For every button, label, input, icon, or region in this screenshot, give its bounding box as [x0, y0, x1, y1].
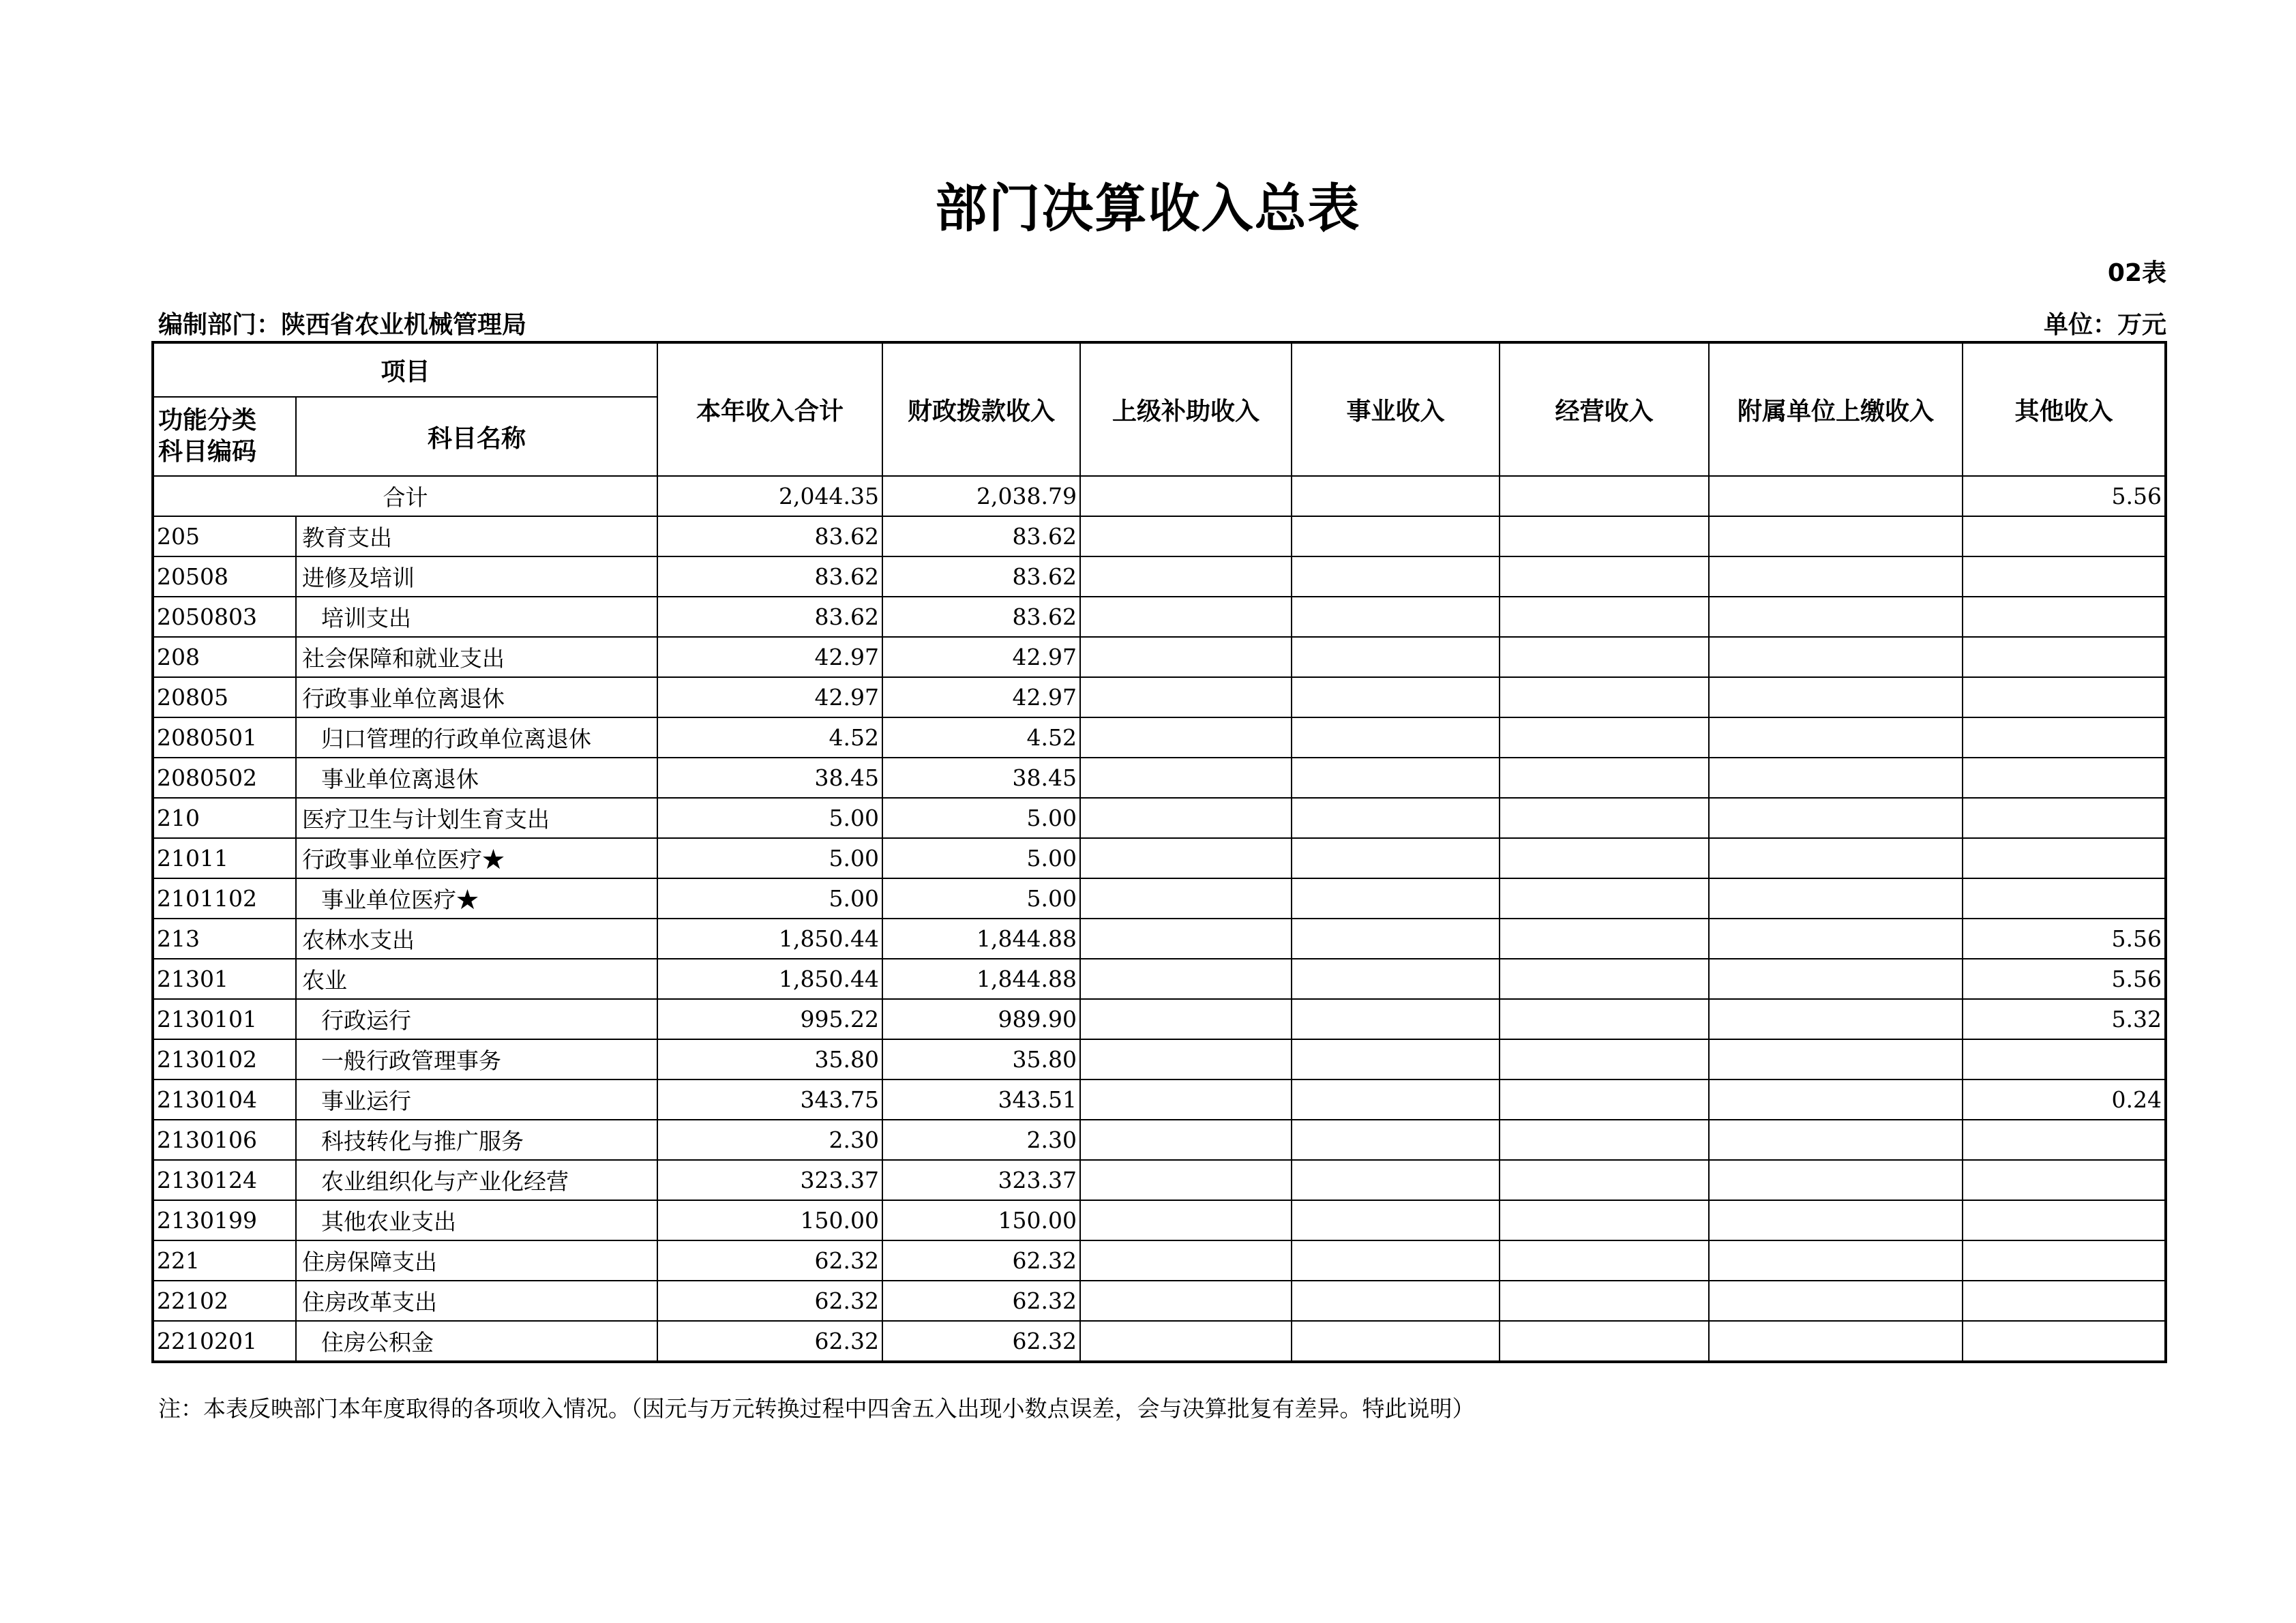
upper-subsidy-cell [1080, 1160, 1292, 1200]
total-income-cell: 2.30 [657, 1120, 882, 1160]
upper-subsidy-cell [1080, 1321, 1292, 1362]
subject-name: 医疗卫生与计划生育支出 [296, 798, 657, 838]
table-row [153, 959, 2166, 999]
header-business-income: 事业收入 [1292, 342, 1500, 476]
other-income-cell [1963, 1120, 2166, 1160]
fiscal-income-cell: 42.97 [882, 637, 1080, 677]
subject-code: 2130106 [153, 1120, 296, 1160]
table-row [153, 677, 2166, 717]
subject-name: 事业运行 [296, 1079, 657, 1120]
total-income-cell: 38.45 [657, 758, 882, 798]
table-row [153, 556, 2166, 597]
affiliated-income-cell [1709, 959, 1963, 999]
table-row [153, 1281, 2166, 1321]
table-row [153, 637, 2166, 677]
table-row [153, 1120, 2166, 1160]
header-fiscal-income: 财政拨款收入 [882, 342, 1080, 476]
upper-subsidy-cell [1080, 878, 1292, 919]
affiliated-income-cell [1709, 1079, 1963, 1120]
table-row [153, 838, 2166, 878]
table-row [153, 1160, 2166, 1200]
total-income-cell: 995.22 [657, 999, 882, 1039]
total-income-cell: 1,850.44 [657, 919, 882, 959]
fiscal-income-cell: 989.90 [882, 999, 1080, 1039]
subject-code: 2130104 [153, 1079, 296, 1120]
other-income-cell [1963, 597, 2166, 637]
affiliated-income-cell [1709, 1240, 1963, 1281]
table-row [153, 758, 2166, 798]
subject-code: 2080501 [153, 717, 296, 758]
affiliated-income-cell [1709, 677, 1963, 717]
affiliated-income-cell [1709, 878, 1963, 919]
subject-code: 2050803 [153, 597, 296, 637]
total-income-cell: 62.32 [657, 1240, 882, 1281]
total-income-cell: 5.00 [657, 838, 882, 878]
other-income-cell [1963, 717, 2166, 758]
upper-subsidy-cell [1080, 1240, 1292, 1281]
affiliated-income-cell [1709, 597, 1963, 637]
subject-code: 21301 [153, 959, 296, 999]
affiliated-income-cell [1709, 1120, 1963, 1160]
fiscal-income-cell: 62.32 [882, 1321, 1080, 1362]
subject-name: 一般行政管理事务 [296, 1039, 657, 1079]
fiscal-income-cell: 323.37 [882, 1160, 1080, 1200]
fiscal-income-cell: 42.97 [882, 677, 1080, 717]
operating-income-cell [1500, 1200, 1709, 1240]
operating-income-cell [1500, 798, 1709, 838]
operating-income-cell [1500, 516, 1709, 556]
subject-name: 住房保障支出 [296, 1240, 657, 1281]
fiscal-income-cell: 62.32 [882, 1240, 1080, 1281]
business-income-cell [1292, 838, 1500, 878]
other-income-cell [1963, 758, 2166, 798]
operating-income-cell [1500, 838, 1709, 878]
operating-income-cell [1500, 758, 1709, 798]
unit-label: 单位：万元 [2043, 311, 2166, 339]
business-income-cell [1292, 597, 1500, 637]
affiliated-income-cell [1709, 838, 1963, 878]
other-income-cell: 5.32 [1963, 999, 2166, 1039]
total-income-cell: 4.52 [657, 717, 882, 758]
other-income-cell [1963, 637, 2166, 677]
footnote: 注：本表反映部门本年度取得的各项收入情况。（因元与万元转换过程中四舍五入出现小数点误差，会与决算批复有差异。特此说明） [158, 1395, 1475, 1422]
upper-subsidy-cell [1080, 516, 1292, 556]
total-income-cell: 42.97 [657, 677, 882, 717]
business-income-cell [1292, 919, 1500, 959]
fiscal-income-cell: 83.62 [882, 516, 1080, 556]
business-income-cell [1292, 798, 1500, 838]
total-income-cell: 42.97 [657, 637, 882, 677]
total-income-cell: 35.80 [657, 1039, 882, 1079]
table-row [153, 999, 2166, 1039]
subject-name: 农业 [296, 959, 657, 999]
upper-subsidy-cell [1080, 1039, 1292, 1079]
business-income-cell [1292, 677, 1500, 717]
business-income-cell [1292, 1281, 1500, 1321]
operating-income-cell [1500, 677, 1709, 717]
header-other-income: 其他收入 [1963, 342, 2166, 476]
operating-income-cell [1500, 1039, 1709, 1079]
subject-name: 科技转化与推广服务 [296, 1120, 657, 1160]
fiscal-income-cell: 1,844.88 [882, 919, 1080, 959]
table-row [153, 1079, 2166, 1120]
affiliated-income-cell [1709, 1200, 1963, 1240]
operating-income-cell [1500, 959, 1709, 999]
total-income-cell: 1,850.44 [657, 959, 882, 999]
other-income-cell [1963, 838, 2166, 878]
upper-subsidy-cell [1080, 1200, 1292, 1240]
fiscal-income-cell: 1,844.88 [882, 959, 1080, 999]
subject-code: 2130199 [153, 1200, 296, 1240]
table-row [153, 919, 2166, 959]
business-income-cell [1292, 1160, 1500, 1200]
other-income-cell [1963, 1200, 2166, 1240]
header-item: 项目 [153, 342, 657, 397]
affiliated-income-cell [1709, 999, 1963, 1039]
operating-income-cell [1500, 1321, 1709, 1362]
subject-name: 行政事业单位离退休 [296, 677, 657, 717]
table-row [153, 1321, 2166, 1362]
table-row [153, 798, 2166, 838]
total-income-cell: 83.62 [657, 597, 882, 637]
table-row [153, 1039, 2166, 1079]
subject-code: 20805 [153, 677, 296, 717]
upper-subsidy-cell [1080, 597, 1292, 637]
total-affiliated-value [1709, 476, 1963, 516]
table-number: 02表 [2107, 259, 2166, 287]
operating-income-cell [1500, 1079, 1709, 1120]
subject-code: 208 [153, 637, 296, 677]
table-row [153, 1200, 2166, 1240]
operating-income-cell [1500, 999, 1709, 1039]
affiliated-income-cell [1709, 1321, 1963, 1362]
operating-income-cell [1500, 556, 1709, 597]
subject-code: 213 [153, 919, 296, 959]
operating-income-cell [1500, 637, 1709, 677]
fiscal-income-cell: 5.00 [882, 798, 1080, 838]
total-other-value: 5.56 [1963, 476, 2166, 516]
upper-subsidy-cell [1080, 1079, 1292, 1120]
fiscal-income-cell: 35.80 [882, 1039, 1080, 1079]
total-income-cell: 62.32 [657, 1281, 882, 1321]
operating-income-cell [1500, 878, 1709, 919]
business-income-cell [1292, 999, 1500, 1039]
business-income-cell [1292, 516, 1500, 556]
total-label: 合计 [153, 476, 657, 516]
affiliated-income-cell [1709, 919, 1963, 959]
fiscal-income-cell: 2.30 [882, 1120, 1080, 1160]
header-function-code: 功能分类 科目编码 [153, 397, 296, 476]
other-income-cell: 0.24 [1963, 1079, 2166, 1120]
total-income-cell: 62.32 [657, 1321, 882, 1362]
business-income-cell [1292, 637, 1500, 677]
total-income-cell: 150.00 [657, 1200, 882, 1240]
fiscal-income-cell: 150.00 [882, 1200, 1080, 1240]
subject-name: 教育支出 [296, 516, 657, 556]
affiliated-income-cell [1709, 516, 1963, 556]
total-income-value: 2,044.35 [657, 476, 882, 516]
fiscal-income-cell: 38.45 [882, 758, 1080, 798]
total-fiscal-value: 2,038.79 [882, 476, 1080, 516]
subject-name: 社会保障和就业支出 [296, 637, 657, 677]
other-income-cell: 5.56 [1963, 919, 2166, 959]
subject-name: 其他农业支出 [296, 1200, 657, 1240]
other-income-cell [1963, 1281, 2166, 1321]
upper-subsidy-cell [1080, 556, 1292, 597]
total-income-cell: 83.62 [657, 556, 882, 597]
upper-subsidy-cell [1080, 999, 1292, 1039]
table-row [153, 878, 2166, 919]
total-income-cell: 83.62 [657, 516, 882, 556]
fiscal-income-cell: 343.51 [882, 1079, 1080, 1120]
upper-subsidy-cell [1080, 1120, 1292, 1160]
business-income-cell [1292, 1120, 1500, 1160]
upper-subsidy-cell [1080, 959, 1292, 999]
header-total-income: 本年收入合计 [657, 342, 882, 476]
other-income-cell [1963, 556, 2166, 597]
total-operating-value [1500, 476, 1709, 516]
operating-income-cell [1500, 597, 1709, 637]
other-income-cell [1963, 1321, 2166, 1362]
table-row [153, 597, 2166, 637]
subject-code: 210 [153, 798, 296, 838]
affiliated-income-cell [1709, 717, 1963, 758]
business-income-cell [1292, 1079, 1500, 1120]
total-upper-value [1080, 476, 1292, 516]
other-income-cell [1963, 1160, 2166, 1200]
fiscal-income-cell: 4.52 [882, 717, 1080, 758]
affiliated-income-cell [1709, 1160, 1963, 1200]
upper-subsidy-cell [1080, 838, 1292, 878]
operating-income-cell [1500, 1240, 1709, 1281]
business-income-cell [1292, 1039, 1500, 1079]
subject-name: 住房改革支出 [296, 1281, 657, 1321]
subject-code: 2080502 [153, 758, 296, 798]
subject-name: 农林水支出 [296, 919, 657, 959]
subject-code: 21011 [153, 838, 296, 878]
fiscal-income-cell: 5.00 [882, 838, 1080, 878]
affiliated-income-cell [1709, 637, 1963, 677]
subject-name: 行政事业单位医疗★ [296, 838, 657, 878]
upper-subsidy-cell [1080, 637, 1292, 677]
affiliated-income-cell [1709, 556, 1963, 597]
operating-income-cell [1500, 1120, 1709, 1160]
header-subject-name: 科目名称 [296, 397, 657, 476]
other-income-cell [1963, 516, 2166, 556]
operating-income-cell [1500, 1160, 1709, 1200]
table-row [153, 1240, 2166, 1281]
fiscal-income-cell: 83.62 [882, 556, 1080, 597]
upper-subsidy-cell [1080, 758, 1292, 798]
total-income-cell: 343.75 [657, 1079, 882, 1120]
header-operating-income: 经营收入 [1500, 342, 1709, 476]
fiscal-income-cell: 83.62 [882, 597, 1080, 637]
upper-subsidy-cell [1080, 798, 1292, 838]
subject-code: 2130124 [153, 1160, 296, 1200]
subject-name: 事业单位离退休 [296, 758, 657, 798]
affiliated-income-cell [1709, 1039, 1963, 1079]
table-row [153, 717, 2166, 758]
subject-code: 2210201 [153, 1321, 296, 1362]
subject-code: 205 [153, 516, 296, 556]
other-income-cell [1963, 1039, 2166, 1079]
affiliated-income-cell [1709, 758, 1963, 798]
total-business-value [1292, 476, 1500, 516]
upper-subsidy-cell [1080, 1281, 1292, 1321]
business-income-cell [1292, 959, 1500, 999]
upper-subsidy-cell [1080, 717, 1292, 758]
table-row [153, 516, 2166, 556]
subject-name: 培训支出 [296, 597, 657, 637]
business-income-cell [1292, 1321, 1500, 1362]
total-income-cell: 5.00 [657, 878, 882, 919]
department-label: 编制部门：陕西省农业机械管理局 [158, 311, 527, 339]
affiliated-income-cell [1709, 798, 1963, 838]
upper-subsidy-cell [1080, 677, 1292, 717]
business-income-cell [1292, 758, 1500, 798]
subject-code: 20508 [153, 556, 296, 597]
total-income-cell: 5.00 [657, 798, 882, 838]
total-row [153, 476, 2166, 516]
other-income-cell [1963, 677, 2166, 717]
other-income-cell [1963, 1240, 2166, 1281]
subject-name: 事业单位医疗★ [296, 878, 657, 919]
fiscal-income-cell: 62.32 [882, 1281, 1080, 1321]
other-income-cell [1963, 878, 2166, 919]
subject-name: 农业组织化与产业化经营 [296, 1160, 657, 1200]
business-income-cell [1292, 1200, 1500, 1240]
page-title: 部门决算收入总表 [935, 178, 1361, 239]
total-income-cell: 323.37 [657, 1160, 882, 1200]
income-summary-table [151, 341, 2167, 1363]
subject-name: 住房公积金 [296, 1321, 657, 1362]
operating-income-cell [1500, 717, 1709, 758]
subject-name: 归口管理的行政单位离退休 [296, 717, 657, 758]
business-income-cell [1292, 556, 1500, 597]
other-income-cell [1963, 798, 2166, 838]
fiscal-income-cell: 5.00 [882, 878, 1080, 919]
other-income-cell: 5.56 [1963, 959, 2166, 999]
upper-subsidy-cell [1080, 919, 1292, 959]
subject-code: 2130102 [153, 1039, 296, 1079]
subject-code: 2101102 [153, 878, 296, 919]
business-income-cell [1292, 1240, 1500, 1281]
subject-code: 221 [153, 1240, 296, 1281]
header-upper-subsidy: 上级补助收入 [1080, 342, 1292, 476]
subject-name: 进修及培训 [296, 556, 657, 597]
header-affiliated-income: 附属单位上缴收入 [1709, 342, 1963, 476]
affiliated-income-cell [1709, 1281, 1963, 1321]
business-income-cell [1292, 717, 1500, 758]
operating-income-cell [1500, 1281, 1709, 1321]
subject-code: 22102 [153, 1281, 296, 1321]
subject-code: 2130101 [153, 999, 296, 1039]
operating-income-cell [1500, 919, 1709, 959]
business-income-cell [1292, 878, 1500, 919]
subject-name: 行政运行 [296, 999, 657, 1039]
